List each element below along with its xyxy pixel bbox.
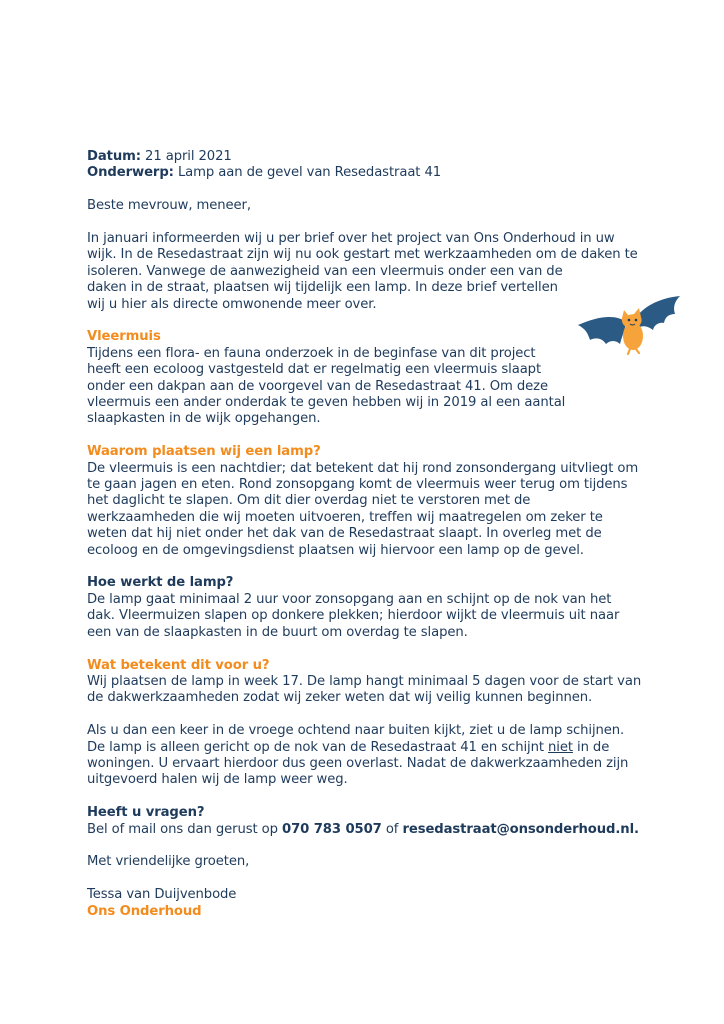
subject-line <box>87 165 647 181</box>
signature-organization: Ons Onderhoud <box>87 903 202 919</box>
waarom-paragraph <box>87 461 647 559</box>
vleermuis-paragraph <box>87 346 647 428</box>
email-link[interactable]: resedastraat@onsonderhoud.nl. <box>402 821 639 837</box>
heading-waarom: Waarom plaatsen wij een lamp? <box>87 444 321 460</box>
paragraph-line: De lamp gaat minimaal 2 uur voor zonsopgang aan en schijnt op de nok van het <box>87 591 612 607</box>
signature-name: Tessa van Duijvenbode <box>87 887 237 903</box>
subject-label: Onderwerp: <box>87 165 174 181</box>
paragraph-line: werkzaamheden die wij moeten uitvoeren, treffen wij maatregelen om zeker te <box>87 509 603 525</box>
paragraph-line: vleermuis een ander onderdak te geven hebben wij in 2019 al een aantal <box>87 395 566 411</box>
text-span: of <box>381 821 403 837</box>
paragraph-line: het daglicht te slapen. Om dit dier overdag niet te verstoren met de <box>87 493 531 509</box>
intro-paragraph <box>87 231 647 313</box>
paragraph-line: woningen. U ervaart hierdoor dus geen overlast. Nadat de dakwerkzaamheden zijn <box>87 755 629 771</box>
intro-line: isoleren. Vanwege de aanwezigheid van een vleermuis onder een van de <box>87 263 563 279</box>
heading-vragen: Heeft u vragen? <box>87 805 205 821</box>
text-span: in de <box>572 739 610 755</box>
salutation: Beste mevrouw, meneer, <box>87 198 251 214</box>
paragraph-line: uitgevoerd halen wij de lamp weer weg. <box>87 772 348 788</box>
paragraph-line: slaapkasten in de wijk opgehangen. <box>87 411 321 427</box>
paragraph-line: Wij plaatsen de lamp in week 17. De lamp hangt minimaal 5 dagen voor de start van <box>87 673 642 689</box>
letter-body <box>87 149 647 920</box>
subject-value: Lamp aan de gevel van Resedastraat 41 <box>177 165 442 181</box>
paragraph-line: onder een dakpan aan de voorgevel van de Resedastraat 41. Om deze <box>87 378 548 394</box>
intro-line: daken in de straat, plaatsen wij tijdelijk een lamp. In deze brief vertellen <box>87 280 558 296</box>
hoe-paragraph <box>87 592 647 641</box>
date-label: Datum: <box>87 149 141 164</box>
heading-hoe: Hoe werkt de lamp? <box>87 575 234 591</box>
underlined-word: niet <box>548 739 573 755</box>
paragraph-line: weten dat hij niet onder het dak van de Resedastraat slaapt. In overleg met de <box>87 526 602 542</box>
contact-line <box>87 822 647 838</box>
paragraph-line: een van de slaapkasten in de buurt om overdag te slapen. <box>87 624 468 640</box>
paragraph-line: ecoloog en de omgevingsdienst plaatsen wij hiervoor een lamp op de gevel. <box>87 542 584 558</box>
date-line <box>87 149 647 165</box>
paragraph-line: te gaan jagen en eten. Rond zonsopgang komt de vleermuis weer terug om tijdens <box>87 477 628 493</box>
phone-number[interactable]: 070 783 0507 <box>282 821 382 837</box>
paragraph-line: de dakwerkzaamheden zodat wij zeker weten dat wij veilig kunnen beginnen. <box>87 690 593 706</box>
intro-line: wij u hier als directe omwonende meer over. <box>87 296 377 312</box>
paragraph-line: Tijdens een flora- en fauna onderzoek in de beginfase van dit project <box>87 345 536 361</box>
betekent-paragraph <box>87 674 647 707</box>
intro-line: wijk. In de Resedastraat zijn wij nu ook gestart met werkzaamheden om de daken te <box>87 247 638 263</box>
heading-vleermuis: Vleermuis <box>87 329 161 345</box>
paragraph-line: heeft een ecoloog vastgesteld dat er regelmatig een vleermuis slaapt <box>87 362 542 378</box>
paragraph-line: Als u dan een keer in de vroege ochtend naar buiten kijkt, ziet u de lamp schijnen. <box>87 723 625 739</box>
paragraph-line <box>87 740 647 756</box>
heading-betekent: Wat betekent dit voor u? <box>87 657 270 673</box>
date-value: 21 april 2021 <box>145 149 232 164</box>
paragraph-line: dak. Vleermuizen slapen op donkere plekken; hierdoor wijkt de vleermuis uit naar <box>87 608 620 624</box>
intro-line: In januari informeerden wij u per brief over het project van Ons Onderhoud in uw <box>87 231 615 246</box>
text-span: Bel of mail ons dan gerust op <box>87 821 282 837</box>
text-span: De lamp is alleen gericht op de nok van de Resedastraat 41 en schijnt <box>87 739 549 755</box>
closing: Met vriendelijke groeten, <box>87 854 250 870</box>
paragraph-line: De vleermuis is een nachtdier; dat betekent dat hij rond zonsondergang uitvliegt om <box>87 460 639 476</box>
betekent-paragraph-2 <box>87 723 647 789</box>
